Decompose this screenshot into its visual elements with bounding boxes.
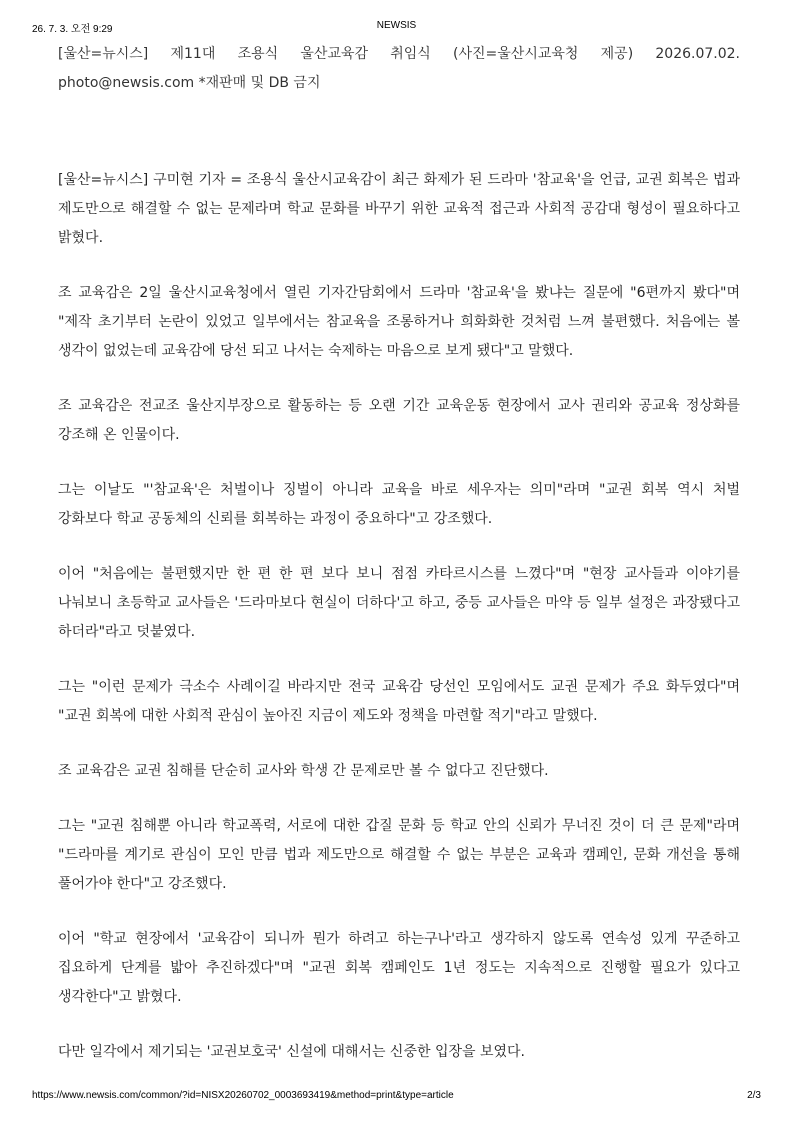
article-paragraph: 그는 "교권 침해뿐 아니라 학교폭력, 서로에 대한 갑질 문화 등 학교 안의 신뢰가 무너진 것이 더 큰 문제"라며 "드라마를 계기로 관심이 모인 만큼 법과 제도만으로 해결할 수 없는 부분은 교육과 캠페인, 문화 개선을 통해 풀어가야 한다"고 강조했다. — [58, 818, 740, 892]
article-url: https://www.newsis.com/common/?id=NISX20260702_0003693419&method=print&type=article — [32, 1090, 454, 1101]
print-site-name: NEWSIS — [376, 20, 417, 31]
article-paragraph: 이어 "처음에는 불편했지만 한 편 한 편 보다 보니 점점 카타르시스를 느꼈다"며 "현장 교사들과 이야기를 나눠보니 초등학교 교사들은 '드라마보다 현실이 더하다'고 하고, 중등 교사들은 마약 등 일부 설정은 과장됐다고 하더라"라고 덧붙였다. — [58, 566, 740, 640]
article-paragraph: 조 교육감은 전교조 울산지부장으로 활동하는 등 오랜 기간 교육운동 현장에서 교사 권리와 공교육 정상화를 강조해 온 인물이다. — [58, 398, 740, 443]
article-paragraph: 그는 이날도 "'참교육'은 처벌이나 징벌이 아니라 교육을 바로 세우자는 의미"라며 "교권 회복 역시 처벌 강화보다 학교 공동체의 신뢰를 회복하는 과정이 중요하다"고 강조했다. — [58, 482, 740, 527]
article-paragraph: 조 교육감은 교권 침해를 단순히 교사와 학생 간 문제로만 볼 수 없다고 진단했다. — [58, 763, 549, 779]
caption-word: [울산=뉴시스] — [58, 46, 149, 62]
article-paragraph: 다만 일각에서 제기되는 '교권보호국' 신설에 대해서는 신중한 입장을 보였다. — [58, 1044, 525, 1060]
article-paragraph: [울산=뉴시스] 구미현 기자 = 조용식 울산시교육감이 최근 화제가 된 드라마 '참교육'을 언급, 교권 회복은 법과 제도만으로 해결할 수 없는 문제라며 학교 문화를 바꾸기 위한 교육적 접근과 사회적 공감대 형성이 필요하다고 밝혔다. — [58, 172, 740, 246]
photo-caption — [58, 40, 740, 98]
caption-word: 2026.07.02. — [655, 46, 740, 62]
print-footer — [32, 1090, 761, 1104]
article-paragraph: 조 교육감은 2일 울산시교육청에서 열린 기자간담회에서 드라마 '참교육'을 봤냐는 질문에 "6편까지 봤다"며 "제작 초기부터 논란이 있었고 일부에서는 참교육을 조롱하거나 희화화한 것처럼 느껴 불편했다. 처음에는 볼 생각이 없었는데 교육감에 당선 되고 나서는 숙제하는 마음으로 보게 됐다"고 말했다. — [58, 285, 740, 359]
caption-word: 제11대 — [170, 46, 216, 62]
article-paragraph: 그는 "이런 문제가 극소수 사례이길 바라지만 전국 교육감 당선인 모임에서도 교권 문제가 주요 화두였다"며 "교권 회복에 대한 사회적 관심이 높아진 지금이 제도와 정책을 마련할 적기"라고 말했다. — [58, 679, 740, 724]
caption-word: 제공) — [600, 46, 634, 62]
article-body — [58, 166, 740, 1093]
caption-line-2: photo@newsis.com *재판매 및 DB 금지 — [58, 75, 321, 91]
caption-line-1 — [58, 40, 740, 69]
caption-word: 조용식 — [237, 46, 279, 62]
caption-word: 취임식 — [390, 46, 431, 62]
page-number: 2/3 — [747, 1090, 761, 1101]
print-datetime: 26. 7. 3. 오전 9:29 — [32, 24, 113, 35]
print-header — [32, 20, 761, 34]
caption-word: (사진=울산시교육청 — [453, 46, 579, 62]
article-paragraph: 이어 "학교 현장에서 '교육감이 되니까 뭔가 하려고 하는구나'라고 생각하지 않도록 연속성 있게 꾸준하고 집요하게 단계를 밟아 추진하겠다"며 "교권 회복 캠페인도 1년 정도는 지속적으로 진행할 필요가 있다고 생각한다"고 밝혔다. — [58, 931, 740, 1005]
caption-word: 울산교육감 — [300, 46, 369, 62]
